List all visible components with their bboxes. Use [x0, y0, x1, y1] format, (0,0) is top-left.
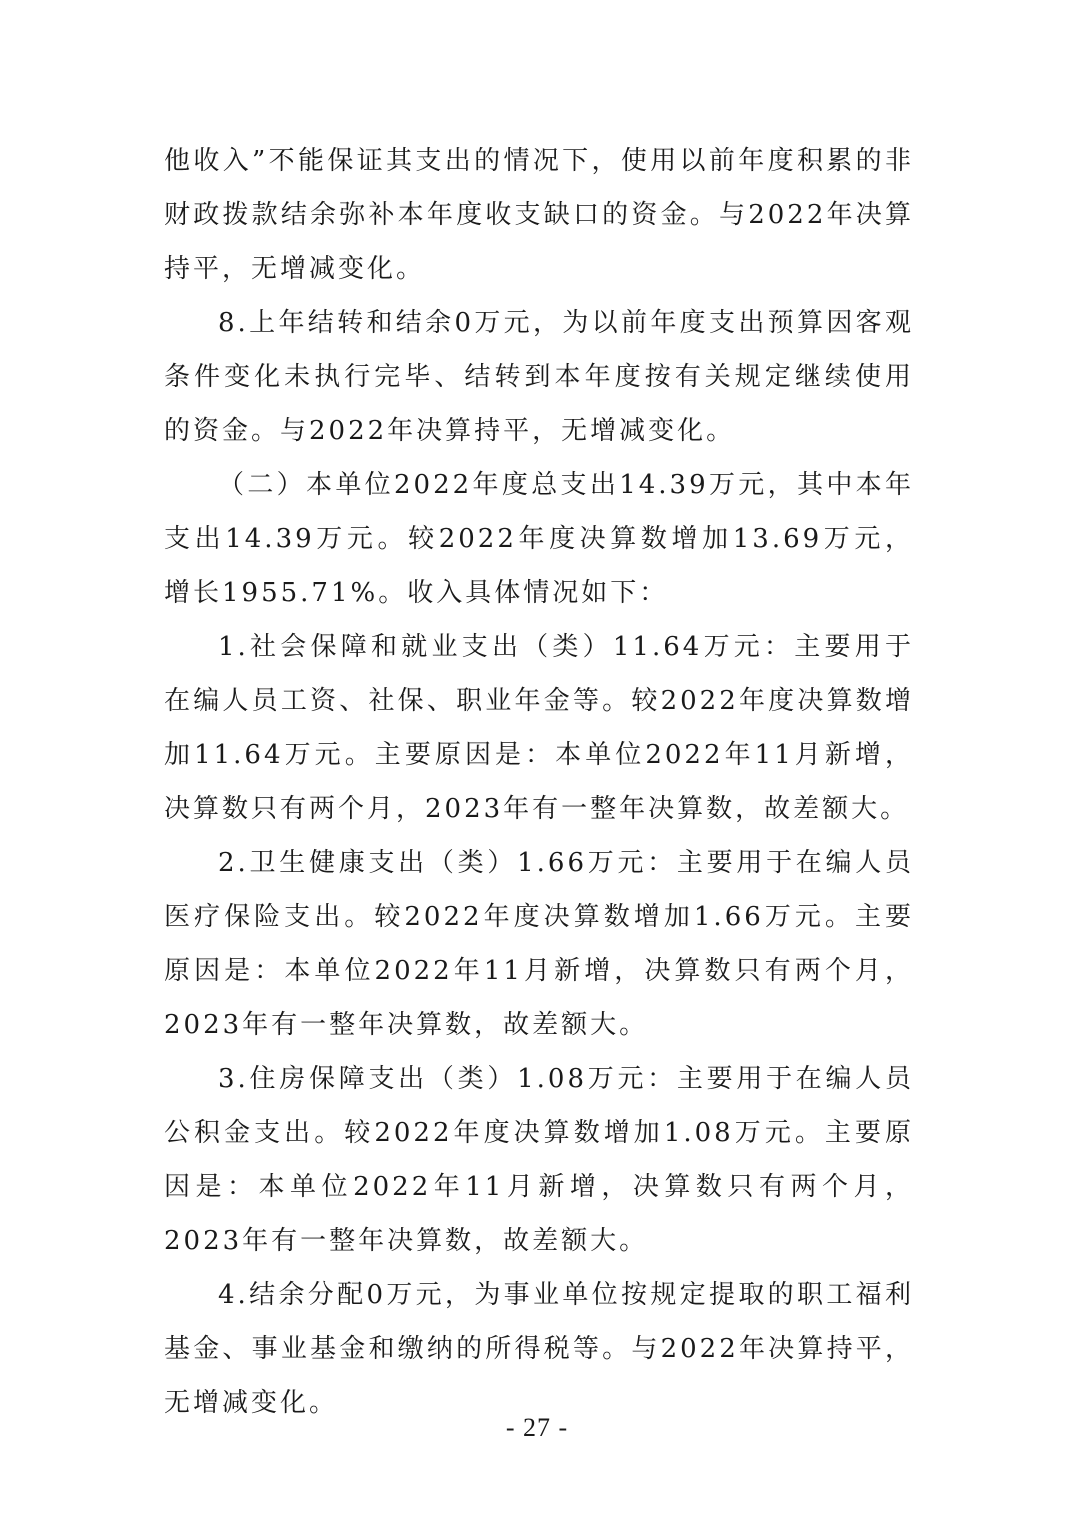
document-body — [164, 134, 914, 1430]
paragraph-item-4: 4.结余分配0万元，为事业单位按规定提取的职工福利基金、事业基金和缴纳的所得税等。与2022年决算持平，无增减变化。 — [164, 1280, 914, 1418]
paragraph-item-3: 3.住房保障支出（类）1.08万元：主要用于在编人员公积金支出。较2022年度决算数增加1.08万元。主要原因是：本单位2022年11月新增，决算数只有两个月，2023年有一整年决算数，故差额大。 — [164, 1064, 914, 1256]
page-number: - 27 - — [505, 1413, 569, 1442]
paragraph-section-2: （二）本单位2022年度总支出14.39万元，其中本年支出14.39万元。较2022年度决算数增加13.69万元，增长1955.71%。收入具体情况如下： — [164, 470, 914, 608]
paragraph-continuation: 他收入”不能保证其支出的情况下，使用以前年度积累的非财政拨款结余弥补本年度收支缺口的资金。与2022年决算持平，无增减变化。 — [164, 146, 914, 284]
paragraph-item-2: 2.卫生健康支出（类）1.66万元：主要用于在编人员医疗保险支出。较2022年度决算数增加1.66万元。主要原因是：本单位2022年11月新增，决算数只有两个月，2023年有一整年决算数，故差额大。 — [164, 848, 914, 1040]
paragraph-item-1: 1.社会保障和就业支出（类）11.64万元：主要用于在编人员工资、社保、职业年金等。较2022年度决算数增加11.64万元。主要原因是：本单位2022年11月新增，决算数只有两个月，2023年有一整年决算数，故差额大。 — [164, 632, 914, 824]
paragraph-item-8: 8.上年结转和结余0万元，为以前年度支出预算因客观条件变化未执行完毕、结转到本年度按有关规定继续使用的资金。与2022年决算持平，无增减变化。 — [164, 308, 914, 446]
